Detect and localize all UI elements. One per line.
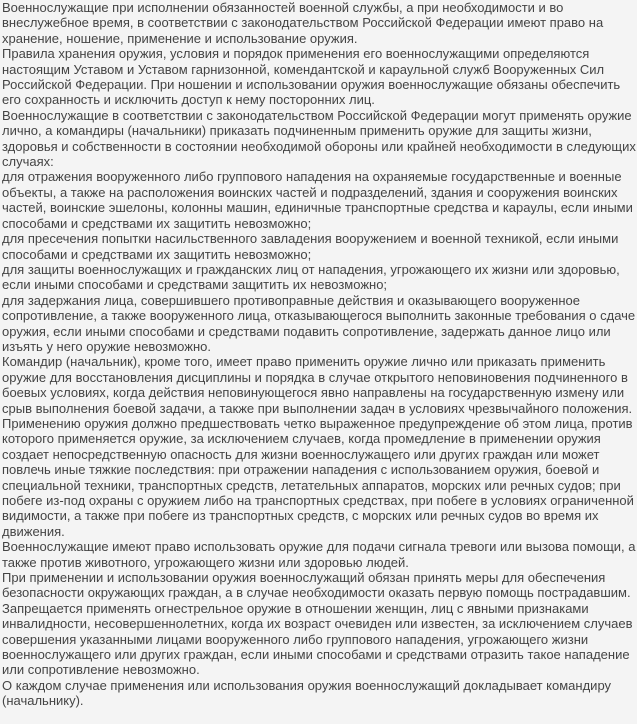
paragraph-report-duty: О каждом случае применения или использования оружия военнослужащий докладывает командиру (начальнику). — [2, 677, 612, 709]
paragraph-warning-requirement: Применению оружия должно предшествовать четко выраженное предупреждение об этом лица, против которого применяется оружие, за исключением случаев, когда промедление в применении оружия создает непосредственную опасность для жизни военнослужащего или других граждан или может повлечь иные тяжкие последствия: при отражении нападения с использованием оружия, боевой и специальной техники, транспортных средств, летательных аппаратов, морских или речных судов; при побеге из-под охраны с оружием либо на транспортных средствах, при побеге в условиях ограниченной видимости, а также при побеге из транспортных средств, с морских или речных судов во время их движения. — [2, 415, 634, 539]
paragraph-safety-measures: При применении и использовании оружия военнослужащий обязан принять меры для обеспечения безопасности окружающих граждан, а в случае необходимости оказать первую помощь пострадавшим. — [2, 570, 631, 601]
paragraph-case-prevent-seizure: для пресечения попытки насильственного завладения вооружением и военной техникой, если иными способами и средствами их защитить невозможно; — [2, 231, 619, 262]
paragraph-right-to-weapons: Военнослужащие при исполнении обязанностей военной службы, а при необходимости и во внеслужебное время, в соответствии с законодательством Российской Федерации имеют право на хранение, ношение, применение и использование оружия. — [2, 0, 604, 46]
paragraph-case-protect-people: для защиты военнослужащих и гражданских лиц от нападения, угрожающего их жизни или здоровью, если иными способами и средствами защитить их невозможно; — [2, 261, 620, 293]
paragraph-signal-use: Военнослужащие имеют право использовать оружие для подачи сигнала тревоги или вызова помощи, а также против животного, угрожающего жизни или здоровью людей. — [2, 539, 636, 570]
paragraph-case-repel-attack: для отражения вооруженного либо группового нападения на охраняемые государственные и военные объекты, а также на расположения воинских частей и подразделений, здания и сооружения воинских частей, воинские эшелоны, колонны машин, единичные транспортные средства и караулы, если иными способами и средствами их защитить невозможно; — [2, 169, 633, 231]
paragraph-prohibitions: Запрещается применять огнестрельное оружие в отношении женщин, лиц с явными признаками инвалидности, несовершеннолетних, когда их возраст очевиден или известен, за исключением случаев совершения указанными лицами вооруженного либо группового нападения, угрожающего жизни военнослужащего или других граждан, если иными способами и средствами отразить такое нападение или сопротивление невозможно. — [2, 600, 633, 678]
paragraph-case-detain-person: для задержания лица, совершившего противоправные действия и оказывающего вооруженное сопротивление, а также вооруженного лица, отказывающегося выполнить законные требования о сдаче оружия, если иными способами и средствами подавить сопротивление, задержать данное лицо или изъять у него оружие невозможно. — [2, 292, 636, 354]
paragraph-storage-rules: Правила хранения оружия, условия и порядок применения его военнослужащими определяются настоящим Уставом и Уставом гарнизонной, комендантской и караульной служб Вооруженных Сил Российской Федерации. При ношении и использовании оружия военнослужащие обязаны обеспечить его сохранность и исключить доступ к нему посторонних лиц. — [2, 46, 621, 108]
paragraph-use-cases-intro: Военнослужащие в соответствии с законодательством Российской Федерации могут применять оружие лично, а командиры (начальники) приказать подчиненным применить оружие для защиты жизни, здоровья и собственности в состоянии необходимой обороны или крайней необходимости в следующих случаях: — [2, 107, 636, 170]
paragraph-commander-right: Командир (начальник), кроме того, имеет право применить оружие лично или приказать применить оружие для восстановления дисциплины и порядка в случае открытого неповиновения подчиненного в боевых условиях, когда действия неповинующегося явно направлены на государственную измену или срыв выполнения боевой задачи, а также при выполнении задач в условиях чрезвычайного положения. — [2, 354, 633, 416]
